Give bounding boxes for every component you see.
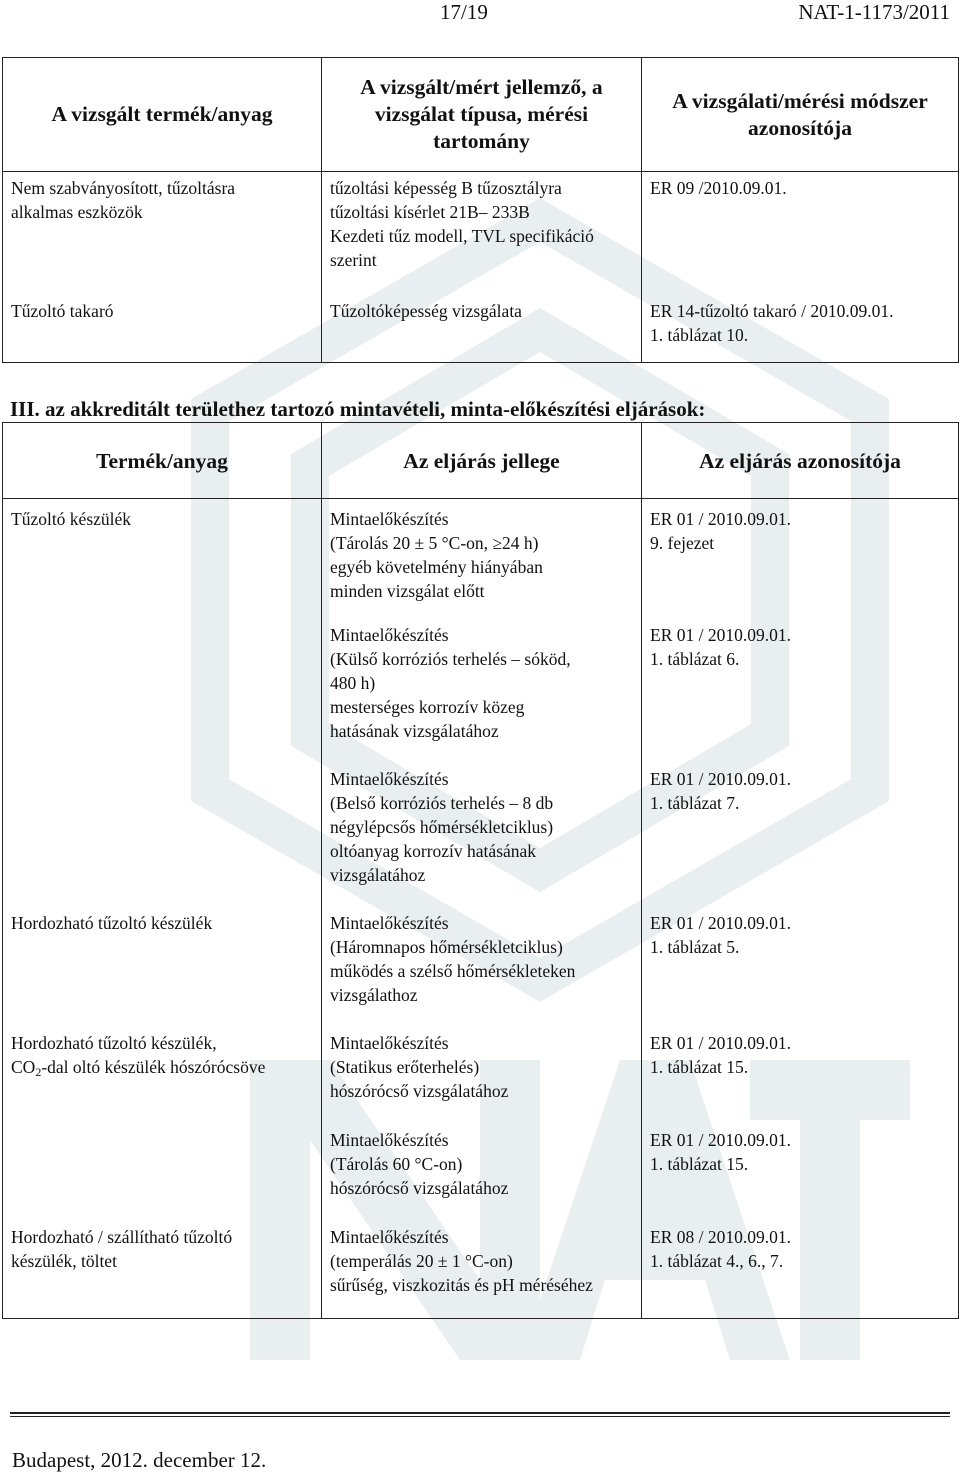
col-header-property: A vizsgált/mért jellemző, a vizsgálat típusa, mérési tartomány (322, 58, 642, 172)
table-row (3, 767, 959, 911)
footer-date: Budapest, 2012. december 12. (12, 1448, 267, 1472)
page-header (0, 0, 960, 30)
procedure-id-cell: ER 08 / 2010.09.01. 1. táblázat 4., 6., 7. (642, 1225, 959, 1319)
procedure-id-cell: ER 01 / 2010.09.01. 1. táblázat 7. (642, 767, 959, 911)
method-cell: ER 09 /2010.09.01. (642, 172, 959, 295)
footer-divider (10, 1412, 950, 1414)
table-row (3, 295, 959, 363)
table-row (3, 1031, 959, 1128)
table-row (3, 1225, 959, 1319)
co2-product-line: $CO_2$-dal oltó készülék hószórócsöve (11, 1056, 266, 1079)
table-row (3, 172, 959, 295)
page-number: 17/19 (440, 0, 488, 24)
product-cell: Hordozható tűzoltó készülék (3, 911, 322, 1031)
procedure-cell: Mintaelőkészítés (Belső korróziós terhelés – 8 db négylépcsős hőmérsékletciklus) oltóanyag korrozív hatásának vizsgálatához (322, 767, 642, 911)
table-row (3, 1128, 959, 1225)
col-header-procedure: Az eljárás jellege (322, 423, 642, 499)
section-title: III. az akkreditált területhez tartozó mintavételi, minta-előkészítési eljárások: (10, 397, 706, 421)
product-cell: Tűzoltó készülék (3, 499, 322, 623)
procedure-cell: Mintaelőkészítés (Külső korróziós terhelés – sóköd, 480 h) mesterséges korrozív közeg hatásának vizsgálatához (322, 623, 642, 767)
product-cell: Nem szabványosított, tűzoltásra alkalmas eszközök (3, 172, 322, 295)
footer-divider (10, 1416, 950, 1417)
procedure-cell: Mintaelőkészítés (Tárolás 20 ± 5 °C-on, ≥24 h) egyéb követelmény hiányában minden vizsgálat előtt (322, 499, 642, 623)
property-cell: tűzoltási képesség B tűzosztályra tűzoltási kísérlet 21B– 233B Kezdeti tűz modell, TVL specifikáció szerint (322, 172, 642, 295)
procedure-cell: Mintaelőkészítés (temperálás 20 ± 1 °C-on) sűrűség, viszkozitás és pH méréséhez (322, 1225, 642, 1319)
table-row (3, 623, 959, 767)
procedure-id-cell: ER 01 / 2010.09.01. 9. fejezet (642, 499, 959, 623)
procedure-cell: Mintaelőkészítés (Statikus erőterhelés) hószórócső vizsgálatához (322, 1031, 642, 1128)
procedure-cell: Mintaelőkészítés (Háromnapos hőmérsékletciklus) működés a szélső hőmérsékleteken vizsgálathoz (322, 911, 642, 1031)
procedure-id-cell: ER 01 / 2010.09.01. 1. táblázat 15. (642, 1031, 959, 1128)
product-cell (3, 1128, 322, 1225)
product-cell: Hordozható / szállítható tűzoltó készülék, töltet (3, 1225, 322, 1319)
product-cell (3, 767, 322, 911)
col-header-product: Termék/anyag (3, 423, 322, 499)
table-row (3, 911, 959, 1031)
document-id: NAT-1-1173/2011 (798, 0, 950, 24)
col-header-procedure-id: Az eljárás azonosítója (642, 423, 959, 499)
test-methods-table (2, 57, 959, 363)
product-cell (3, 623, 322, 767)
col-header-product: A vizsgált termék/anyag (3, 58, 322, 172)
table-row (3, 499, 959, 623)
procedure-id-cell: ER 01 / 2010.09.01. 1. táblázat 6. (642, 623, 959, 767)
procedure-cell: Mintaelőkészítés (Tárolás 60 °C-on) hószórócső vizsgálatához (322, 1128, 642, 1225)
col-header-method: A vizsgálati/mérési módszer azonosítója (642, 58, 959, 172)
property-cell: Tűzoltóképesség vizsgálata (322, 295, 642, 363)
product-cell: Tűzoltó takaró (3, 295, 322, 363)
product-cell: Hordozható tűzoltó készülék, $CO_2$-dal oltó készülék hószórócsöve (3, 1031, 322, 1128)
procedure-id-cell: ER 01 / 2010.09.01. 1. táblázat 15. (642, 1128, 959, 1225)
sampling-procedures-table (2, 422, 959, 1319)
method-cell: ER 14-tűzoltó takaró / 2010.09.01. 1. táblázat 10. (642, 295, 959, 363)
procedure-id-cell: ER 01 / 2010.09.01. 1. táblázat 5. (642, 911, 959, 1031)
